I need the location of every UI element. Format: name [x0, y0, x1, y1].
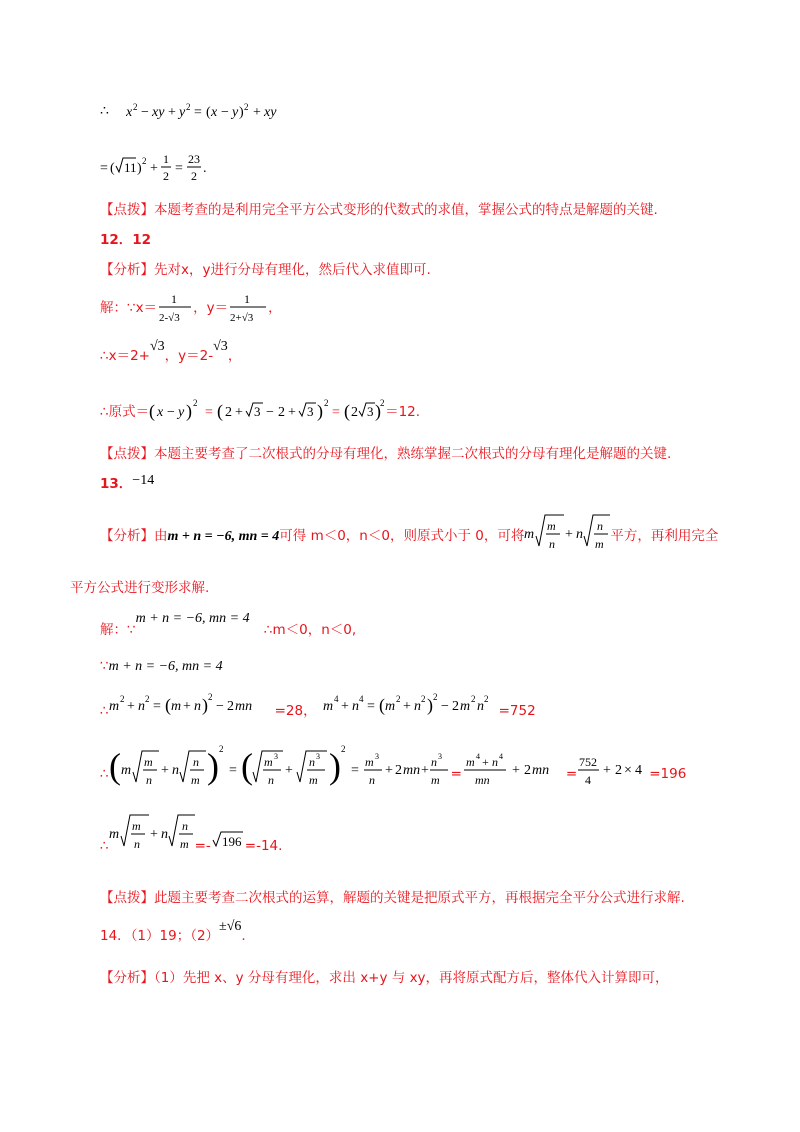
svg-text:): )	[375, 401, 382, 421]
svg-text:2: 2	[451, 699, 459, 714]
svg-text:3: 3	[315, 752, 320, 761]
svg-text:(: (	[108, 746, 121, 786]
svg-text:n: n	[145, 773, 152, 787]
text-span: ∴x＝2+	[100, 348, 150, 364]
svg-text:(: (	[344, 401, 351, 421]
svg-text:=: =	[350, 763, 359, 778]
text-span: ∴	[100, 766, 109, 782]
svg-text:−: −	[221, 105, 230, 120]
svg-text:+: +	[284, 763, 293, 778]
math-condition: m + n = −6, mn = 4	[167, 529, 280, 544]
svg-text:2: 2	[523, 763, 531, 778]
svg-text:4: 4	[498, 752, 503, 761]
math-expression	[577, 738, 649, 798]
svg-text:n: n	[267, 773, 274, 787]
svg-text:2: 2	[615, 763, 623, 778]
text-span: ＝12.	[385, 404, 421, 420]
svg-text:n: n	[576, 527, 584, 542]
svg-text:2+√3: 2+√3	[230, 312, 254, 324]
text-span: =-	[194, 838, 211, 854]
svg-text:2: 2	[186, 102, 191, 112]
tip-paragraph: 【点拨】本题考查的是利用完全平方公式变形的代数式的求值，掌握公式的特点是解题的关键.	[100, 202, 658, 218]
sqrt-value: √3	[149, 339, 165, 354]
svg-text:n: n	[308, 755, 315, 769]
svg-text:1: 1	[244, 292, 251, 306]
svg-text:m: m	[143, 755, 153, 769]
math-expression	[462, 738, 566, 798]
svg-text:m: m	[263, 755, 273, 769]
svg-text:n: n	[133, 837, 140, 851]
math-expression	[109, 812, 195, 860]
fraction-x	[157, 290, 193, 326]
solution-line-4	[100, 738, 686, 798]
svg-text:3: 3	[437, 752, 442, 761]
math-expression	[429, 738, 451, 798]
svg-text:n: n	[193, 699, 201, 714]
math-condition: m + n = −6, mn = 4	[108, 659, 223, 674]
svg-text:4: 4	[358, 694, 364, 704]
text-span: =196	[649, 766, 687, 782]
svg-text:−: −	[440, 699, 449, 714]
svg-text:m: m	[108, 699, 119, 714]
svg-text:2: 2	[218, 744, 224, 754]
svg-text:2: 2	[163, 169, 169, 183]
svg-text:+: +	[288, 405, 296, 420]
solution-line-3	[100, 398, 420, 426]
solution-line-5	[100, 812, 282, 860]
svg-text:2: 2	[193, 398, 198, 408]
svg-text:): )	[137, 161, 142, 176]
svg-text:=: =	[205, 405, 213, 420]
svg-text:2: 2	[244, 102, 249, 112]
svg-text:(: (	[217, 401, 224, 421]
svg-text:+: +	[168, 105, 177, 120]
answer-heading	[100, 918, 246, 944]
solution-line-2	[100, 339, 242, 366]
svg-text:m: m	[108, 827, 119, 842]
svg-text:2: 2	[470, 694, 476, 704]
math-expression	[524, 512, 610, 560]
svg-text:−: −	[167, 405, 175, 420]
svg-text:m: m	[322, 699, 333, 714]
svg-text:196: 196	[221, 834, 242, 849]
text-span: 平方，再利用完全	[610, 528, 719, 544]
svg-text:n: n	[549, 537, 556, 551]
text-span: 14．（1）19；（2）	[100, 928, 220, 944]
svg-text:23: 23	[188, 152, 200, 166]
svg-text:+: +	[420, 763, 429, 778]
text-span: 可得 m＜0，n＜0，则原式小于 0，可将	[279, 528, 525, 544]
svg-text:+: +	[481, 755, 489, 769]
svg-text:−: −	[266, 405, 274, 420]
svg-text:m: m	[547, 519, 557, 533]
svg-text:mn: mn	[474, 773, 490, 787]
solution-line-1	[100, 290, 282, 326]
svg-text:m: m	[364, 755, 374, 769]
svg-text:n: n	[171, 763, 179, 778]
svg-text:): )	[317, 401, 324, 421]
svg-text:1: 1	[163, 152, 169, 166]
solution-line-3	[100, 692, 536, 718]
svg-text:x: x	[126, 105, 133, 120]
text-span: ∵	[100, 658, 109, 674]
svg-text:=: =	[175, 161, 183, 176]
solution-line-1	[100, 611, 357, 638]
fraction-y	[228, 290, 268, 326]
svg-text:m: m	[465, 755, 475, 769]
svg-text:4: 4	[333, 694, 339, 704]
svg-text:2: 2	[483, 694, 489, 704]
math-condition: m + n = −6, mn = 4	[135, 611, 250, 626]
svg-text:mn: mn	[531, 763, 550, 778]
svg-text:+: +	[511, 763, 520, 778]
svg-text:3: 3	[254, 404, 261, 419]
svg-text:11: 11	[124, 160, 137, 175]
svg-text:x: x	[157, 405, 164, 420]
svg-text:=: =	[152, 699, 161, 714]
svg-text:3: 3	[374, 752, 379, 761]
svg-text:n: n	[430, 755, 437, 769]
svg-text:2: 2	[191, 169, 197, 183]
svg-text:m: m	[595, 537, 605, 551]
svg-text:+: +	[182, 699, 191, 714]
svg-text:4: 4	[585, 773, 592, 787]
text-span: =	[565, 766, 578, 782]
svg-text:m: m	[459, 699, 470, 714]
svg-text:(: (	[149, 401, 156, 421]
math-expression	[126, 100, 296, 124]
svg-text:): )	[239, 105, 245, 120]
svg-text:): )	[328, 746, 341, 786]
svg-text:n: n	[351, 699, 359, 714]
svg-text:+: +	[253, 105, 262, 120]
text-span: ∴	[100, 703, 109, 719]
svg-text:2: 2	[144, 694, 150, 704]
svg-text:+: +	[150, 161, 158, 176]
solution-label: 解：∵x＝	[100, 300, 158, 316]
svg-text:3: 3	[273, 752, 278, 761]
svg-text:2: 2	[225, 405, 233, 420]
svg-text:2: 2	[380, 398, 385, 408]
svg-text:m: m	[131, 819, 141, 833]
text-span: ，	[268, 300, 282, 316]
text-span: =752	[498, 703, 536, 719]
svg-text:m: m	[179, 837, 189, 851]
svg-text:2: 2	[395, 694, 401, 704]
svg-text:−: −	[141, 105, 150, 120]
svg-text:): )	[186, 401, 193, 421]
text-span: 【分析】由	[100, 528, 168, 544]
svg-text:xy: xy	[152, 105, 165, 120]
tip-paragraph: 【点拨】此题主要考查二次根式的运算，解题的关键是把原式平方，再根据完全平分公式进行求解.	[100, 890, 685, 906]
svg-text:y: y	[232, 105, 239, 120]
sqrt-value: √3	[213, 339, 228, 354]
answer-heading	[100, 473, 155, 494]
math-expression	[109, 738, 429, 798]
svg-text:2: 2	[432, 692, 438, 702]
svg-text:m: m	[120, 763, 131, 778]
svg-text:m: m	[190, 773, 200, 787]
equation-line-1	[100, 100, 296, 124]
svg-text:2: 2	[133, 102, 138, 112]
svg-text:m: m	[524, 527, 535, 542]
svg-text:2: 2	[226, 699, 234, 714]
svg-text:n: n	[491, 755, 498, 769]
svg-text:+: +	[160, 763, 169, 778]
svg-text:752: 752	[579, 755, 598, 769]
svg-text:2: 2	[119, 694, 125, 704]
svg-text:+: +	[565, 527, 574, 542]
svg-text:2: 2	[340, 744, 346, 754]
svg-text:): )	[426, 695, 433, 715]
svg-text:m: m	[384, 699, 395, 714]
svg-text:(: (	[164, 695, 171, 715]
svg-text:=: =	[194, 105, 203, 120]
svg-text:3: 3	[367, 404, 374, 419]
svg-text:2-√3: 2-√3	[159, 312, 180, 324]
analysis-paragraph	[100, 512, 718, 560]
math-expression	[323, 692, 499, 718]
svg-text:2: 2	[351, 405, 359, 420]
svg-text:+: +	[603, 763, 612, 778]
svg-text:2: 2	[142, 156, 147, 166]
analysis-paragraph: 【分析】（1）先把 x、y 分母有理化，求出 x+y 与 xy，再将原式配方后，整体代入计算即可，	[100, 970, 669, 986]
svg-text:2: 2	[394, 763, 402, 778]
svg-text:+: +	[126, 699, 135, 714]
math-expression	[211, 812, 245, 860]
svg-text:n: n	[597, 519, 604, 533]
text-span: 13．	[100, 476, 133, 492]
text-span: .	[241, 928, 246, 944]
svg-text:+: +	[402, 699, 411, 714]
svg-text:+: +	[149, 827, 158, 842]
svg-text:m: m	[308, 773, 318, 787]
svg-text:xy: xy	[264, 105, 277, 120]
svg-text:n: n	[413, 699, 421, 714]
svg-text:mn: mn	[402, 763, 420, 778]
analysis-continuation: 平方公式进行变形求解.	[70, 580, 210, 596]
therefore-symbol: ∴	[100, 104, 109, 120]
svg-text:2: 2	[420, 694, 426, 704]
svg-text:−: −	[215, 699, 224, 714]
svg-text:4: 4	[475, 752, 480, 761]
svg-text:2: 2	[207, 692, 213, 702]
svg-text:n: n	[160, 827, 168, 842]
svg-text:2: 2	[278, 405, 286, 420]
text-span: ，y＝2-	[164, 348, 214, 364]
solution-line-2	[100, 658, 223, 676]
svg-text:3: 3	[307, 404, 314, 419]
svg-text:+: +	[384, 763, 393, 778]
text-span: =	[450, 766, 462, 782]
text-span: ，	[227, 348, 242, 364]
svg-text:x: x	[211, 105, 218, 120]
svg-text:4: 4	[635, 763, 643, 778]
svg-text:n: n	[181, 819, 188, 833]
svg-text:(: (	[240, 746, 253, 786]
math-expression	[149, 398, 385, 426]
svg-text:×: ×	[624, 763, 633, 778]
text-span: 解：∵	[100, 622, 136, 638]
svg-text:=: =	[228, 763, 237, 778]
svg-text:1: 1	[171, 292, 178, 306]
text-span: ∴原式＝	[100, 404, 150, 420]
svg-text:y: y	[178, 405, 185, 420]
svg-text:=: =	[332, 405, 340, 420]
svg-text:m: m	[430, 773, 440, 787]
text-span: ，y＝	[193, 300, 229, 316]
answer-value: ±√6	[219, 919, 242, 934]
svg-text:y: y	[179, 105, 186, 120]
answer-heading: 12．12	[100, 232, 152, 248]
svg-text:.: .	[203, 161, 207, 176]
math-expression	[109, 692, 275, 718]
svg-text:=: =	[100, 161, 108, 176]
svg-text:(: (	[110, 161, 115, 176]
text-span: ∴	[100, 838, 109, 854]
analysis-paragraph: 【分析】先对x，y进行分母有理化，然后代入求值即可.	[100, 262, 431, 278]
svg-text:=: =	[366, 699, 375, 714]
svg-text:n: n	[137, 699, 145, 714]
svg-text:(: (	[378, 695, 385, 715]
svg-text:(: (	[206, 105, 212, 120]
math-expression	[100, 150, 220, 186]
svg-text:+: +	[235, 405, 243, 420]
svg-text:m: m	[170, 699, 181, 714]
text-span: ∴m＜0，n＜0,	[263, 622, 357, 638]
answer-value: −14	[132, 473, 155, 488]
svg-text:2: 2	[324, 398, 329, 408]
tip-paragraph: 【点拨】本题主要考查了二次根式的分母有理化，熟练掌握二次根式的分母有理化是解题的关键.	[100, 446, 672, 462]
svg-text:n: n	[368, 773, 375, 787]
svg-text:): )	[201, 695, 208, 715]
svg-text:+: +	[340, 699, 349, 714]
text-span: =28，	[274, 703, 317, 719]
text-span: =-14.	[244, 838, 283, 854]
svg-text:): )	[206, 746, 219, 786]
svg-text:mn: mn	[234, 699, 252, 714]
equation-line-2	[100, 150, 220, 186]
svg-text:n: n	[192, 755, 199, 769]
svg-text:n: n	[476, 699, 484, 714]
